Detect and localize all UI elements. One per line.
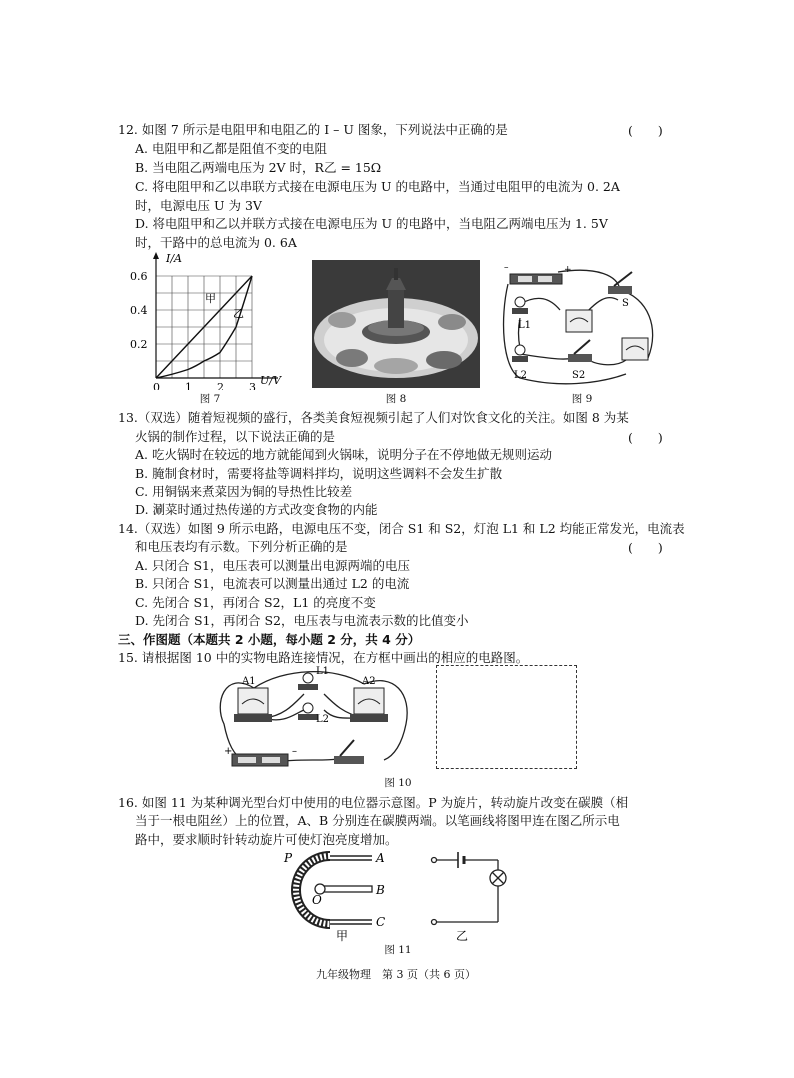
fig8-hotpot-photo bbox=[312, 260, 480, 388]
x-tick-label: 3 bbox=[249, 381, 256, 390]
q14-answer-paren: ( ) bbox=[628, 540, 663, 555]
fig10-caption: 图 10 bbox=[384, 777, 412, 789]
label-a: A bbox=[376, 851, 385, 865]
answer-drawing-box[interactable] bbox=[436, 665, 577, 769]
q16-line-3: 路中，要求顺时针转动旋片可使灯泡亮度增加。 bbox=[135, 832, 398, 847]
bulb-l1-icon bbox=[303, 673, 313, 683]
battery-icon bbox=[510, 274, 562, 284]
circuit-yi bbox=[432, 852, 507, 925]
label-l2: L2 bbox=[514, 370, 528, 381]
ammeter-icon bbox=[566, 310, 592, 332]
q12-option-d: D. 将电阻甲和乙以并联方式接在电源电压为 U 的电路中，当电阻乙两端电压为 1. 5V bbox=[135, 216, 608, 231]
sub-caption-yi: 乙 bbox=[456, 929, 469, 942]
fig11-caption: 图 11 bbox=[384, 944, 412, 956]
sub-caption-jia: 甲 bbox=[336, 929, 349, 942]
page-footer: 九年级物理 第 3 页（共 6 页） bbox=[316, 968, 476, 981]
q12-option-b: B. 当电阻乙两端电压为 2V 时，R乙 = 15Ω bbox=[135, 160, 382, 175]
y-axis-arrow-icon bbox=[153, 252, 159, 259]
fig11-potentiometer bbox=[280, 846, 520, 942]
q13-option-c: C. 用铜锅来煮菜因为铜的导热性比较差 bbox=[135, 484, 353, 499]
q12-option-c: C. 将电阻甲和乙以串联方式接在电源电压为 U 的电路中，当通过电阻甲的电流为 0. 2A bbox=[135, 179, 620, 194]
fig7-iu-chart bbox=[128, 250, 298, 390]
switch-icon bbox=[334, 756, 364, 764]
x-axis-label: U/V bbox=[260, 374, 281, 387]
label-s2: S2 bbox=[572, 370, 586, 381]
fig9-circuit bbox=[498, 258, 668, 388]
y-tick-label: 0.2 bbox=[130, 338, 148, 351]
label-a2: A2 bbox=[362, 676, 376, 687]
q14-option-a: A. 只闭合 S1，电压表可以测量出电源两端的电压 bbox=[135, 558, 410, 573]
q12-answer-paren: ( ) bbox=[628, 123, 663, 138]
x-tick-label: 0 bbox=[153, 381, 160, 390]
ammeter-a2-icon bbox=[354, 688, 384, 714]
y-tick-label: 0.6 bbox=[130, 270, 148, 283]
label-plus: + bbox=[224, 746, 233, 757]
fig7-caption: 图 7 bbox=[199, 393, 221, 405]
fig9-caption: 图 9 bbox=[571, 393, 593, 405]
q14-option-d: D. 先闭合 S1，再闭合 S2，电压表与电流表示数的比值变小 bbox=[135, 613, 469, 628]
bulb-l1-icon bbox=[515, 297, 525, 307]
series-label-yi: 乙 bbox=[233, 307, 244, 320]
svg-text:+: + bbox=[564, 265, 572, 275]
y-tick-label: 0.4 bbox=[130, 304, 148, 317]
q14-stem-cont: 和电压表均有示数。下列分析正确的是 bbox=[135, 539, 348, 554]
bulb-l2-icon bbox=[303, 703, 313, 713]
q16-line-2: 当于一根电阻丝）上的位置，A、B 分别连在碳膜两端。以笔画线将图甲连在图乙所示电 bbox=[135, 813, 620, 828]
y-axis-label: I/A bbox=[166, 252, 182, 265]
q12-option-d-cont: 时，干路中的总电流为 0. 6A bbox=[135, 235, 297, 250]
q16-line-1: 16. 如图 11 为某种调光型台灯中使用的电位器示意图。P 为旋片，转动旋片改变在碳膜（相 bbox=[118, 795, 629, 810]
section-3-heading: 三、作图题（本题共 2 小题，每小题 2 分，共 4 分） bbox=[118, 632, 421, 647]
ammeter-a1-icon bbox=[238, 688, 268, 714]
q13-option-a: A. 吃火锅时在较远的地方就能闻到火锅味，说明分子在不停地做无规则运动 bbox=[135, 447, 552, 462]
switch-s-icon bbox=[608, 286, 632, 294]
label-minus: – bbox=[292, 746, 297, 757]
voltmeter-icon bbox=[622, 338, 648, 360]
fig8-caption: 图 8 bbox=[385, 393, 407, 405]
label-o: O bbox=[312, 893, 322, 907]
q14-option-c: C. 先闭合 S1，再闭合 S2，L1 的亮度不变 bbox=[135, 595, 376, 610]
potentiometer-jia bbox=[283, 851, 385, 929]
q15-stem: 15. 请根据图 10 中的实物电路连接情况，在方框中画出的相应的电路图。 bbox=[118, 650, 529, 665]
series-label-jia: 甲 bbox=[205, 292, 216, 305]
label-p: P bbox=[284, 851, 293, 865]
q13-answer-paren: ( ) bbox=[628, 430, 663, 445]
label-c: C bbox=[376, 915, 386, 929]
label-a1: A1 bbox=[242, 676, 256, 687]
q13-stem-cont: 火锅的制作过程，以下说法正确的是 bbox=[135, 429, 336, 444]
q13-option-d: D. 涮菜时通过热传递的方式改变食物的内能 bbox=[135, 502, 378, 517]
label-l2: L2 bbox=[316, 714, 330, 725]
x-tick-label: 1 bbox=[185, 381, 192, 390]
q14-stem: 14.（双选）如图 9 所示电路，电源电压不变，闭合 S1 和 S2，灯泡 L1 和 L2 均能正常发光，电流表 bbox=[118, 521, 685, 536]
q12-option-a: A. 电阻甲和乙都是阻值不变的电阻 bbox=[135, 141, 327, 156]
label-l1: L1 bbox=[518, 320, 532, 331]
label-b: B bbox=[376, 883, 385, 897]
bulb-l2-icon bbox=[515, 345, 525, 355]
q13-option-b: B. 腌制食材时，需要将盐等调料拌均，说明这些调料不会发生扩散 bbox=[135, 466, 503, 481]
q13-stem: 13.（双选）随着短视频的盛行，各类美食短视频引起了人们对饮食文化的关注。如图 8 为某 bbox=[118, 410, 629, 425]
label-s: S bbox=[622, 298, 629, 309]
fig10-circuit bbox=[214, 664, 414, 774]
svg-text:–: – bbox=[504, 263, 509, 273]
switch-s2-icon bbox=[568, 354, 592, 362]
label-l1: L1 bbox=[316, 666, 330, 677]
q12-option-c-cont: 时，电源电压 U 为 3V bbox=[135, 198, 262, 213]
q14-option-b: B. 只闭合 S1，电流表可以测量出通过 L2 的电流 bbox=[135, 576, 410, 591]
q12-stem: 12. 如图 7 所示是电阻甲和电阻乙的 I – U 图象，下列说法中正确的是 bbox=[118, 122, 508, 137]
x-tick-label: 2 bbox=[217, 381, 224, 390]
